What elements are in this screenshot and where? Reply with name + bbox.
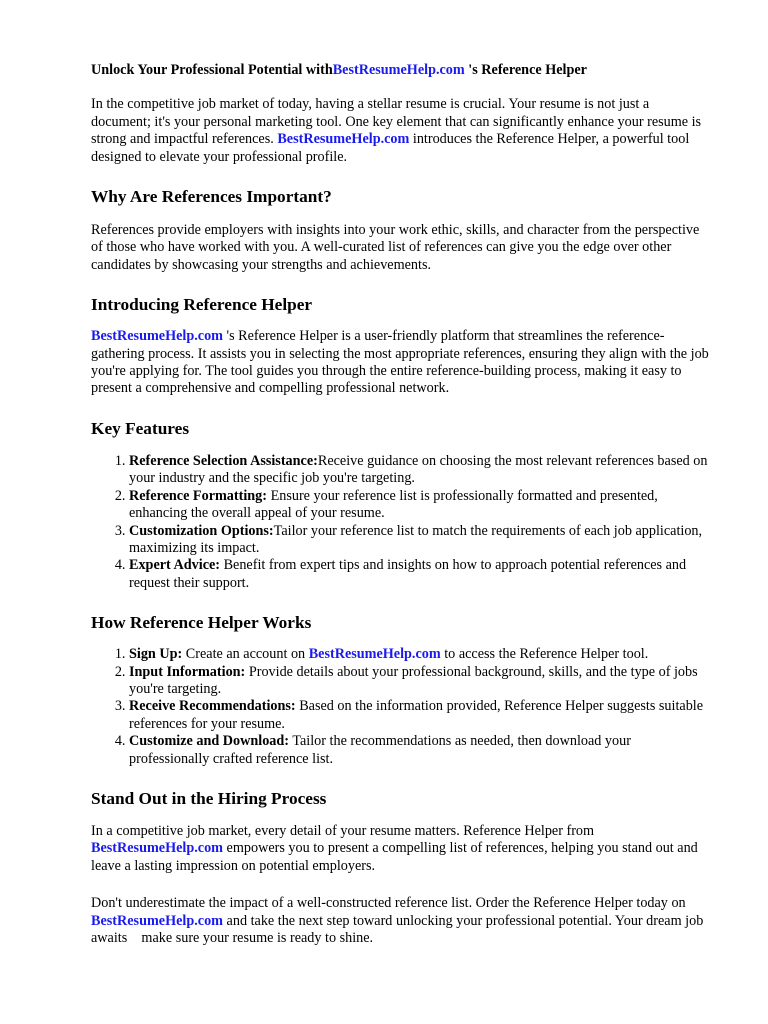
step-text: Create an account on	[182, 646, 309, 663]
step-label: Input Information:	[129, 663, 246, 680]
brand-link[interactable]: BestResumeHelp.com	[308, 646, 441, 663]
title-suffix: 's Reference Helper	[464, 62, 587, 78]
step-text-end: to access the Reference Helper tool.	[440, 646, 649, 663]
closing-text-end: and take the next step toward unlocking your professional potential. Your dream job awaits make sure your resume is ready to shine.	[91, 912, 707, 946]
closing-text: Don't underestimate the impact of a well-constructed reference list. Order the Reference Helper today on	[91, 895, 690, 912]
heading-key-features: Key Features	[91, 418, 190, 438]
step-text: Tailor the recommendations as needed, then download your professionally crafted reference list.	[129, 733, 631, 767]
feature-text: Ensure your reference list is professionally formatted and presented, enhancing the overall appeal of your resume.	[129, 487, 658, 522]
heading-stand-out: Stand Out in the Hiring Process	[91, 788, 327, 808]
steps-list	[91, 646, 712, 768]
feature-label: Reference Formatting:	[129, 487, 268, 504]
intro-text: In the competitive job market of today, having a stellar resume is crucial. Your resume is not just a document; it's your personal marketing tool. One key element that can significantly enhance your resume is strong and impactful references.	[91, 96, 702, 148]
intro-text-end: introduces the Reference Helper, a powerful tool designed to elevate your professional profile.	[91, 131, 690, 165]
brand-link[interactable]: BestResumeHelp.com	[91, 328, 223, 345]
stand-paragraph-1	[91, 823, 712, 875]
document-title	[91, 62, 712, 79]
list-item	[129, 523, 712, 558]
list-item	[129, 453, 712, 488]
feature-text: Receive guidance on choosing the most relevant references based on your industry and the specific job you're targeting.	[129, 452, 708, 487]
list-item	[129, 733, 712, 768]
intro-paragraph	[91, 96, 712, 166]
stand-text: In a competitive job market, every detail of your resume matters. Reference Helper from	[91, 822, 595, 839]
step-label: Receive Recommendations:	[129, 698, 296, 715]
feature-text: Benefit from expert tips and insights on how to approach potential references and request their support.	[129, 557, 687, 591]
feature-text: Tailor your reference list to match the requirements of each job application, maximizing its impact.	[129, 522, 703, 556]
feature-label: Reference Selection Assistance:	[129, 452, 318, 469]
features-list	[91, 453, 712, 592]
step-text: Based on the information provided, Reference Helper suggests suitable references for your resume.	[129, 698, 704, 732]
heading-how-it-works: How Reference Helper Works	[91, 613, 312, 633]
introducing-paragraph	[91, 328, 712, 398]
brand-link[interactable]: BestResumeHelp.com	[332, 62, 465, 78]
heading-why-references: Why Are References Important?	[91, 187, 332, 207]
list-item	[129, 557, 712, 592]
introducing-text: 's Reference Helper is a user-friendly platform that streamlines the reference-gathering process. It assists you in selecting the most appropriate references, ensuring they align with the job you're applying for. The tool guides you through the entire reference-building process, making it easy to present a comprehensive and compelling professional network.	[91, 328, 709, 397]
title-text: Unlock Your Professional Potential with	[91, 62, 333, 78]
feature-label: Customization Options:	[129, 522, 274, 539]
heading-introducing: Introducing Reference Helper	[91, 295, 313, 315]
stand-paragraph-2	[91, 895, 712, 947]
stand-text-end: empowers you to present a compelling list of references, helping you stand out and leave a lasting impression on potential employers.	[91, 840, 698, 874]
step-label: Sign Up:	[129, 646, 183, 663]
why-paragraph: References provide employers with insights into your work ethic, skills, and character from the perspective of those who have worked with you. A well-curated list of references can give you the edge over other candidates by showcasing your strengths and achievements.	[91, 222, 700, 273]
feature-label: Expert Advice:	[129, 557, 221, 574]
brand-link[interactable]: BestResumeHelp.com	[277, 131, 410, 148]
list-item	[129, 664, 712, 699]
list-item	[129, 646, 712, 663]
list-item	[129, 488, 712, 523]
step-label: Customize and Download:	[129, 733, 290, 750]
list-item	[129, 698, 712, 733]
brand-link[interactable]: BestResumeHelp.com	[91, 912, 223, 929]
brand-link[interactable]: BestResumeHelp.com	[91, 840, 223, 857]
step-text: Provide details about your professional background, skills, and the type of jobs you're targeting.	[129, 663, 698, 697]
